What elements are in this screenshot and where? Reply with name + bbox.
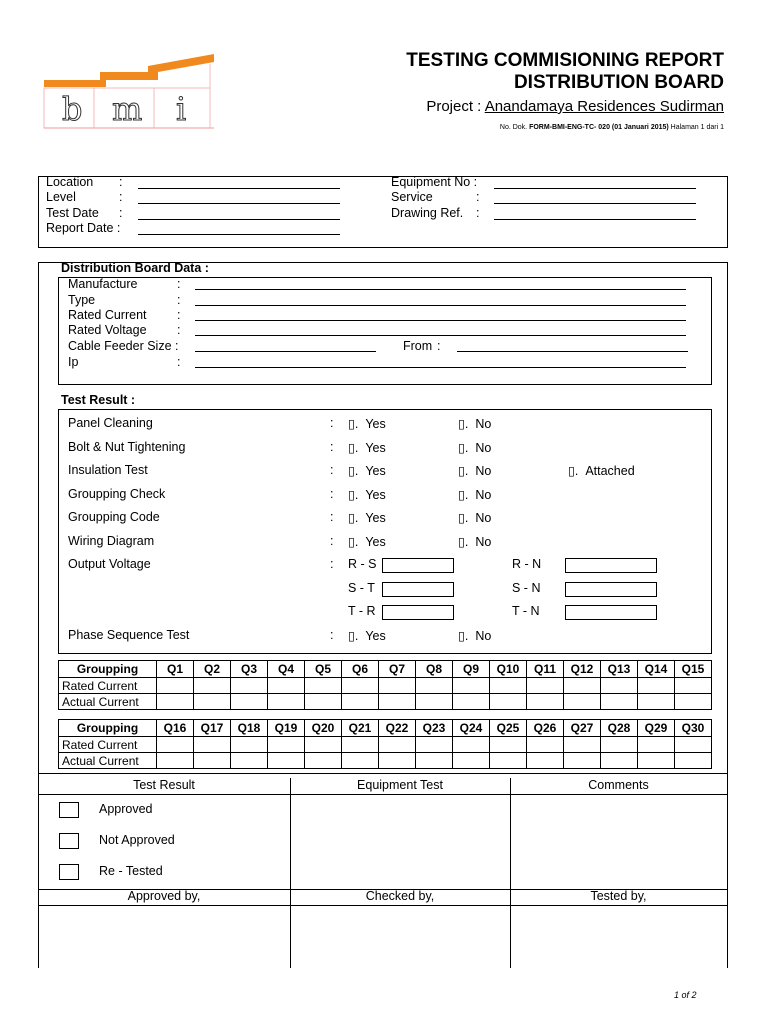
group-column-header: Q2 — [194, 661, 231, 678]
table-cell[interactable] — [194, 737, 231, 753]
table-cell[interactable] — [564, 753, 601, 769]
group-column-header: Q3 — [231, 661, 268, 678]
doc-code: FORM-BMI-ENG-TC- 020 (01 Januari 2015) — [529, 124, 669, 131]
table-cell[interactable] — [453, 694, 490, 710]
table-cell[interactable] — [453, 753, 490, 769]
table-cell[interactable] — [157, 737, 194, 753]
colon: : — [476, 206, 480, 220]
checkbox-icon: ▯. — [458, 535, 469, 549]
no-checkbox[interactable] — [458, 510, 491, 525]
re-tested-checkbox[interactable] — [59, 864, 79, 880]
table-cell[interactable] — [379, 694, 416, 710]
table-cell[interactable] — [268, 678, 305, 694]
tr-value-box[interactable] — [382, 605, 454, 620]
table-cell[interactable] — [527, 694, 564, 710]
checkbox-icon: ▯. — [348, 629, 359, 643]
group-column-header: Q23 — [416, 720, 453, 737]
no-checkbox[interactable] — [458, 463, 491, 478]
colon: : — [177, 277, 181, 291]
table-cell[interactable] — [638, 678, 675, 694]
test-item-label: Groupping Code — [68, 510, 160, 524]
group-column-header: Q27 — [564, 720, 601, 737]
table-cell[interactable] — [194, 694, 231, 710]
table-cell[interactable] — [527, 737, 564, 753]
yes-checkbox[interactable] — [348, 416, 386, 431]
group-column-header: Q20 — [305, 720, 342, 737]
no-checkbox[interactable] — [458, 487, 491, 502]
general-info-box — [38, 176, 728, 248]
group-column-header: Q15 — [675, 661, 712, 678]
drawing-ref-field[interactable] — [494, 219, 696, 220]
yes-label: Yes — [365, 417, 386, 431]
yes-checkbox[interactable] — [348, 534, 386, 549]
group-column-header: Q5 — [305, 661, 342, 678]
type-label: Type — [68, 293, 96, 307]
colon — [330, 487, 333, 501]
equipment-no-label: Equipment No : — [391, 175, 478, 189]
table-cell[interactable] — [342, 753, 379, 769]
location-field[interactable] — [138, 188, 340, 189]
phase-sequence-label: Phase Sequence Test — [68, 628, 190, 642]
no-checkbox[interactable] — [458, 440, 491, 455]
yes-label: Yes — [365, 488, 386, 502]
rn-label: R - N — [512, 557, 542, 571]
table-cell[interactable] — [638, 753, 675, 769]
checked-by-label: Checked by, — [365, 889, 435, 903]
table-cell[interactable] — [490, 737, 527, 753]
test-item-label: Insulation Test — [68, 463, 148, 477]
test-item-label: Groupping Check — [68, 487, 166, 501]
service-field[interactable] — [494, 203, 696, 204]
colon: : — [330, 628, 334, 642]
no-label: No — [475, 417, 492, 431]
test-item — [68, 440, 185, 454]
colon: : — [177, 293, 181, 307]
table-cell[interactable] — [675, 694, 712, 710]
attached-label: Attached — [585, 464, 635, 478]
group-column-header: Q14 — [638, 661, 675, 678]
group-column-header: Q28 — [601, 720, 638, 737]
doc-prefix: No. Dok. — [499, 124, 530, 131]
no-label: No — [475, 535, 492, 549]
svg-text:i: i — [176, 90, 187, 128]
st-label: S - T — [348, 581, 375, 595]
colon: : — [177, 308, 181, 322]
group-column-header: Q29 — [638, 720, 675, 737]
table-cell[interactable] — [379, 737, 416, 753]
test-item — [68, 463, 148, 477]
equipment-no-field[interactable] — [494, 188, 696, 189]
test-item — [68, 534, 154, 548]
table-cell[interactable] — [638, 694, 675, 710]
table-cell[interactable] — [342, 678, 379, 694]
checkbox-icon: ▯. — [458, 488, 469, 502]
divider — [727, 774, 728, 968]
ip-label: Ip — [68, 355, 79, 369]
table-cell[interactable] — [416, 678, 453, 694]
table-cell[interactable] — [564, 737, 601, 753]
groupping-table-2 — [58, 719, 712, 769]
tn-value-box[interactable] — [565, 605, 657, 620]
checkbox-icon: ▯. — [348, 417, 359, 431]
rs-label: R - S — [348, 557, 377, 571]
table-cell[interactable] — [527, 678, 564, 694]
actual-current-row-label: Actual Current — [59, 753, 157, 769]
re-tested-label: Re - Tested — [99, 864, 163, 878]
checkbox-icon: ▯. — [568, 464, 579, 478]
colon — [330, 416, 333, 430]
test-date-field[interactable] — [138, 219, 340, 220]
board-data-heading: Distribution Board Data : — [61, 261, 209, 275]
yes-checkbox[interactable] — [348, 440, 386, 455]
table-cell[interactable] — [416, 753, 453, 769]
checkbox-icon: ▯. — [458, 464, 469, 478]
table-cell[interactable] — [564, 678, 601, 694]
rs-value-box[interactable] — [382, 558, 454, 573]
tr-label: T - R — [348, 604, 376, 618]
colon — [330, 463, 333, 477]
checkbox-icon: ▯. — [348, 488, 359, 502]
colon: : — [330, 416, 334, 430]
table-cell[interactable] — [490, 753, 527, 769]
yes-label: Yes — [365, 441, 386, 455]
table-cell[interactable] — [379, 753, 416, 769]
colon: : — [476, 190, 480, 204]
rated-current-row-label: Rated Current — [59, 737, 157, 753]
tn-label: T - N — [512, 604, 540, 618]
attached-checkbox[interactable] — [568, 463, 635, 478]
group-column-header: Q13 — [601, 661, 638, 678]
report-date-label: Report Date : — [46, 221, 121, 235]
comments-col-header: Comments — [588, 778, 649, 792]
approved-by-label: Approved by, — [127, 889, 201, 903]
group-column-header: Q18 — [231, 720, 268, 737]
no-label: No — [475, 629, 492, 643]
logo-text: bmi — [38, 54, 40, 55]
checkbox-icon: ▯. — [458, 511, 469, 525]
table-cell[interactable] — [268, 694, 305, 710]
test-result-col-header: Test Result — [133, 778, 195, 792]
no-checkbox[interactable] — [458, 534, 491, 549]
location-label: Location — [46, 175, 94, 189]
table-cell[interactable] — [601, 737, 638, 753]
project-line — [426, 98, 724, 115]
phase-no-checkbox[interactable] — [458, 628, 491, 643]
phase-yes-checkbox[interactable] — [348, 628, 386, 643]
rated-current-field[interactable] — [195, 320, 686, 321]
tested-by-label: Tested by, — [590, 889, 647, 903]
colon: : — [177, 355, 181, 369]
equipment-test-col-header: Equipment Test — [357, 778, 443, 792]
type-field[interactable] — [195, 305, 686, 306]
groupping-header: Groupping — [59, 661, 157, 678]
board-data-box — [58, 277, 712, 385]
test-item-label: Wiring Diagram — [68, 534, 155, 548]
test-result-heading: Test Result : — [61, 393, 136, 407]
table-cell[interactable] — [268, 737, 305, 753]
test-item — [68, 510, 160, 524]
colon — [330, 440, 333, 454]
table-cell[interactable] — [157, 694, 194, 710]
output-voltage-label: Output Voltage — [68, 557, 151, 571]
table-cell[interactable] — [675, 737, 712, 753]
colon: : — [330, 534, 334, 548]
colon: : — [330, 557, 334, 571]
sn-value-box[interactable] — [565, 582, 657, 597]
table-cell[interactable] — [231, 737, 268, 753]
group-column-header: Q22 — [379, 720, 416, 737]
table-cell[interactable] — [305, 753, 342, 769]
checkbox-icon: ▯. — [458, 417, 469, 431]
no-label: No — [475, 464, 492, 478]
group-column-header: Q24 — [453, 720, 490, 737]
yes-checkbox[interactable] — [348, 463, 386, 478]
table-cell[interactable] — [157, 753, 194, 769]
group-column-header: Q26 — [527, 720, 564, 737]
colon: : — [119, 190, 123, 204]
no-label: No — [475, 441, 492, 455]
rated-current-row-label: Rated Current — [59, 678, 157, 694]
group-column-header: Q9 — [453, 661, 490, 678]
cable-feeder-field[interactable] — [195, 351, 376, 352]
report-title-line2: DISTRIBUTION BOARD — [513, 72, 724, 93]
table-cell[interactable] — [564, 694, 601, 710]
colon: : — [119, 206, 123, 220]
table-cell[interactable] — [527, 753, 564, 769]
yes-checkbox[interactable] — [348, 487, 386, 502]
test-item-label: Panel Cleaning — [68, 416, 153, 430]
table-cell[interactable] — [305, 678, 342, 694]
groupping-header: Groupping — [59, 720, 157, 737]
table-cell[interactable] — [268, 753, 305, 769]
table-cell[interactable] — [231, 753, 268, 769]
from-field[interactable] — [457, 351, 688, 352]
divider — [290, 778, 291, 968]
yes-label: Yes — [365, 629, 386, 643]
checkbox-icon: ▯. — [458, 629, 469, 643]
group-column-header: Q8 — [416, 661, 453, 678]
yes-label: Yes — [365, 511, 386, 525]
no-label: No — [475, 511, 492, 525]
group-column-header: Q21 — [342, 720, 379, 737]
not-approved-label: Not Approved — [99, 833, 175, 847]
approved-checkbox[interactable] — [59, 802, 79, 818]
colon — [330, 534, 333, 548]
colon — [330, 510, 333, 524]
table-cell[interactable] — [453, 737, 490, 753]
colon: : — [177, 323, 181, 337]
yes-label: Yes — [365, 464, 386, 478]
svg-text:m: m — [112, 90, 143, 128]
cable-feeder-label: Cable Feeder Size : — [68, 339, 179, 353]
divider — [38, 794, 728, 795]
svg-text:b: b — [62, 90, 83, 128]
actual-current-row-label: Actual Current — [59, 694, 157, 710]
divider — [38, 905, 728, 906]
drawing-ref-label: Drawing Ref. — [391, 206, 464, 220]
report-title-line1: TESTING COMMISIONING REPORT — [406, 50, 724, 71]
project-label: Project : — [426, 98, 485, 115]
page-number: 1 of 2 — [674, 990, 697, 1000]
table-cell[interactable] — [416, 737, 453, 753]
table-cell[interactable] — [157, 678, 194, 694]
no-checkbox[interactable] — [458, 416, 491, 431]
colon: : — [330, 510, 334, 524]
yes-label: Yes — [365, 535, 386, 549]
checkbox-icon: ▯. — [348, 441, 359, 455]
table-cell[interactable] — [379, 678, 416, 694]
checkbox-icon: ▯. — [458, 441, 469, 455]
rated-voltage-field[interactable] — [195, 335, 686, 336]
group-column-header: Q17 — [194, 720, 231, 737]
colon: : — [330, 487, 334, 501]
divider — [510, 778, 511, 968]
table-cell[interactable] — [231, 694, 268, 710]
table-cell[interactable] — [305, 694, 342, 710]
st-value-box[interactable] — [382, 582, 454, 597]
not-approved-checkbox[interactable] — [59, 833, 79, 849]
test-item — [68, 487, 165, 501]
table-cell[interactable] — [601, 753, 638, 769]
group-column-header: Q4 — [268, 661, 305, 678]
manufacture-field[interactable] — [195, 289, 686, 290]
group-column-header: Q1 — [157, 661, 194, 678]
colon: : — [330, 440, 334, 454]
no-label: No — [475, 488, 492, 502]
table-cell[interactable] — [675, 753, 712, 769]
sn-label: S - N — [512, 581, 541, 595]
service-label: Service — [391, 190, 433, 204]
group-column-header: Q25 — [490, 720, 527, 737]
table-cell[interactable] — [490, 678, 527, 694]
table-cell[interactable] — [305, 737, 342, 753]
colon: : — [437, 339, 441, 353]
level-field[interactable] — [138, 203, 340, 204]
rated-voltage-label: Rated Voltage — [68, 323, 147, 337]
project-name: Anandamaya Residences Sudirman — [484, 98, 724, 115]
approved-label: Approved — [99, 802, 153, 816]
manufacture-label: Manufacture — [68, 277, 138, 291]
doc-page-info: Halaman 1 dari 1 — [668, 124, 724, 131]
test-item-label: Bolt & Nut Tightening — [68, 440, 186, 454]
level-label: Level — [46, 190, 76, 204]
table-cell[interactable] — [194, 753, 231, 769]
table-cell[interactable] — [490, 694, 527, 710]
colon: : — [330, 463, 334, 477]
table-cell[interactable] — [416, 694, 453, 710]
table-cell[interactable] — [342, 694, 379, 710]
ip-field[interactable] — [195, 367, 686, 368]
table-cell[interactable] — [601, 694, 638, 710]
checkbox-icon: ▯. — [348, 535, 359, 549]
group-column-header: Q19 — [268, 720, 305, 737]
group-column-header: Q6 — [342, 661, 379, 678]
table-cell[interactable] — [638, 737, 675, 753]
from-label: From — [403, 339, 433, 353]
test-item — [68, 416, 153, 430]
group-column-header: Q10 — [490, 661, 527, 678]
checkbox-icon: ▯. — [348, 464, 359, 478]
table-cell[interactable] — [453, 678, 490, 694]
bmi-logo — [38, 54, 214, 132]
table-cell[interactable] — [601, 678, 638, 694]
table-cell[interactable] — [194, 678, 231, 694]
groupping-table-1 — [58, 660, 712, 710]
yes-checkbox[interactable] — [348, 510, 386, 525]
table-cell[interactable] — [231, 678, 268, 694]
group-column-header: Q11 — [527, 661, 564, 678]
divider — [38, 774, 39, 968]
checkbox-icon: ▯. — [348, 511, 359, 525]
document-number — [500, 124, 724, 131]
table-cell[interactable] — [675, 678, 712, 694]
table-cell[interactable] — [342, 737, 379, 753]
group-column-header: Q30 — [675, 720, 712, 737]
rn-value-box[interactable] — [565, 558, 657, 573]
group-column-header: Q12 — [564, 661, 601, 678]
group-column-header: Q7 — [379, 661, 416, 678]
rated-current-label: Rated Current — [68, 308, 147, 322]
colon: : — [119, 175, 123, 189]
test-date-label: Test Date — [46, 206, 99, 220]
report-date-field[interactable] — [138, 234, 340, 235]
group-column-header: Q16 — [157, 720, 194, 737]
